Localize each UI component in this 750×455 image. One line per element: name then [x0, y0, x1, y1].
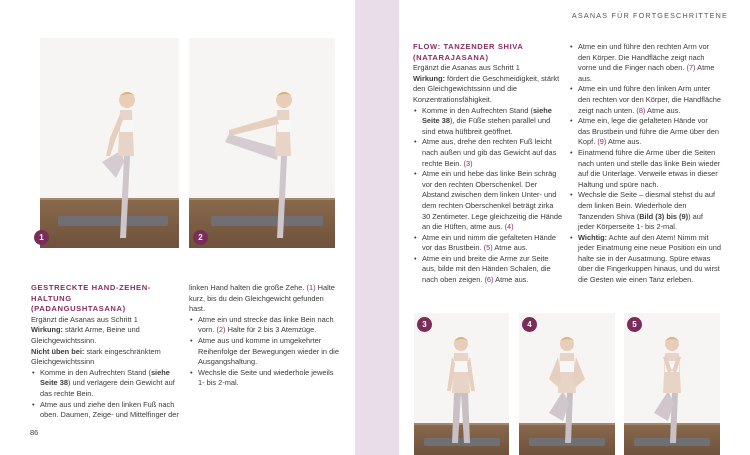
list-item: • Atme ein, lege die gefalteten Hände vor das Brustbein und führe die Arme über den Kopf. (9) Atme aus. — [569, 116, 721, 148]
photo-badge: 5 — [627, 317, 642, 332]
right-page — [399, 0, 750, 455]
left-page — [0, 0, 355, 455]
list-item: • Komme in den Aufrechten Stand (siehe Seite 38) und verlagere dein Gewicht auf das rechte Bein. — [31, 368, 183, 400]
section-heading: GESTRECKTE HAND-ZEHEN-HALTUNG — [31, 283, 151, 303]
text-column-2 — [189, 283, 339, 389]
photo-1 — [40, 38, 179, 248]
text-column-4 — [569, 42, 721, 286]
list-item: • Atme ein und strecke das linke Bein nach vorn. (2) Halte für 2 bis 3 Atemzüge. — [189, 315, 339, 336]
page-number: 86 — [30, 428, 39, 437]
section-subheading: (PADANGUSHTASANA) — [31, 304, 126, 314]
list-item: • Atme aus und komme in umgekehrter Reihenfolge der Bewegungen wieder in die Ausgangshaltung. — [189, 336, 339, 368]
photo-badge: 4 — [522, 317, 537, 332]
list-item: • Atme ein und führe den linken Arm unter den rechten vor den Körper, die Handfläche zeigt nach unten. (8) Atme aus. — [569, 84, 721, 116]
page-gutter — [355, 0, 399, 455]
effect-paragraph: Wirkung: stärkt Arme, Beine und Gleichgewichtssinn. — [31, 325, 140, 345]
effect-paragraph: Wirkung: fördert die Geschmeidigkeit, stärkt den Gleichgewichtssinn und die Konzentrationsfähigkeit. — [413, 73, 560, 104]
continued-paragraph: linken Hand halten die große Zehe. (1) Halte kurz, bis du dein Gleichgewicht gefunden hast. — [189, 283, 335, 314]
photo-3 — [414, 313, 509, 455]
list-item: • Atme ein und hebe das linke Bein schräg vor den rechten Oberschenkel. Der Abstand zwischen dem linken Unter- und dem rechten Oberschenkel beträgt zirka 30 Zentimeter. Lege gleichzeitig die Hände an die Hüften, atme aus. (4) — [413, 169, 563, 233]
text-column-3 — [413, 42, 563, 286]
text-column-1 — [31, 283, 183, 421]
list-item: • Atme aus, drehe den rechten Fuß leicht nach außen und gib das Gewicht auf das rechte Bein. (3) — [413, 137, 563, 169]
list-item: • Wechsle die Seite und wiederhole jeweils 1- bis 2-mal. — [189, 368, 339, 389]
yogini-figure-3 — [414, 313, 509, 455]
list-item: • Komme in den Aufrechten Stand (siehe Seite 38), die Füße stehen parallel und sind etwa hüftbreit geöffnet. — [413, 106, 563, 138]
photo-2 — [189, 38, 335, 248]
photo-4 — [519, 313, 615, 455]
list-item: • Atme aus und ziehe den linken Fuß nach oben. Daumen, Zeige- und Mittelfinger der — [31, 400, 183, 421]
list-item: • Atme ein und breite die Arme zur Seite aus, bilde mit den Händen Schalen, die nach oben zeigen. (6) Atme aus. — [413, 254, 563, 286]
instruction-list — [413, 106, 563, 286]
running-head: ASANAS FÜR FORTGESCHRITTENE — [571, 11, 728, 20]
list-item: • Atme ein und nimm die gefalteten Hände vor das Brustbein. (5) Atme aus. — [413, 233, 563, 254]
list-item: • Wechsle die Seite – diesmal stehst du auf dem linken Bein. Wiederhole den Tanzenden Shiva (Bild (3) bis (9)) auf jeder Körperseite 1- bis 2-mal. — [569, 190, 721, 232]
intro-line: Ergänzt die Asanas aus Schritt 1 — [413, 63, 520, 73]
yogini-figure-2 — [189, 38, 335, 248]
yogini-figure-4 — [519, 313, 615, 455]
list-item: • Einatmend führe die Arme über die Seiten nach unten und stelle das linke Bein wieder auf die Unterlage. Verweile etwas in dieser Haltung und spüre nach. — [569, 148, 721, 190]
photo-badge: 3 — [417, 317, 432, 332]
list-item: • Atme ein und führe den rechten Arm vor den Körper. Die Handfläche zeigt nach vorne und die Finger nach oben. (7) Atme aus. — [569, 42, 721, 84]
intro-line: Ergänzt die Asanas aus Schritt 1 — [31, 314, 138, 324]
photo-5 — [624, 313, 720, 455]
instruction-list — [189, 315, 339, 389]
photo-badge: 2 — [193, 230, 208, 245]
list-item: • Wichtig: Achte auf den Atem! Nimm mit jeder Einatmung eine neue Position ein und halte sie in der Ausatmung. Spüre etwas über die Fingerkuppen hinaus, und du wirst die Gesten wie einen Tanz erleben. — [569, 233, 721, 286]
instruction-list — [31, 368, 183, 421]
instruction-list — [569, 42, 721, 286]
yogini-figure-1 — [40, 38, 179, 248]
photo-badge: 1 — [34, 230, 49, 245]
yogini-figure-5 — [624, 313, 720, 455]
section-heading: FLOW: TANZENDER SHIVA — [413, 42, 524, 51]
contraindication-paragraph: Nicht üben bei: stark eingeschränktem Gleichgewichtssinn — [31, 346, 161, 367]
section-subheading: (NATARAJASANA) — [413, 52, 489, 62]
